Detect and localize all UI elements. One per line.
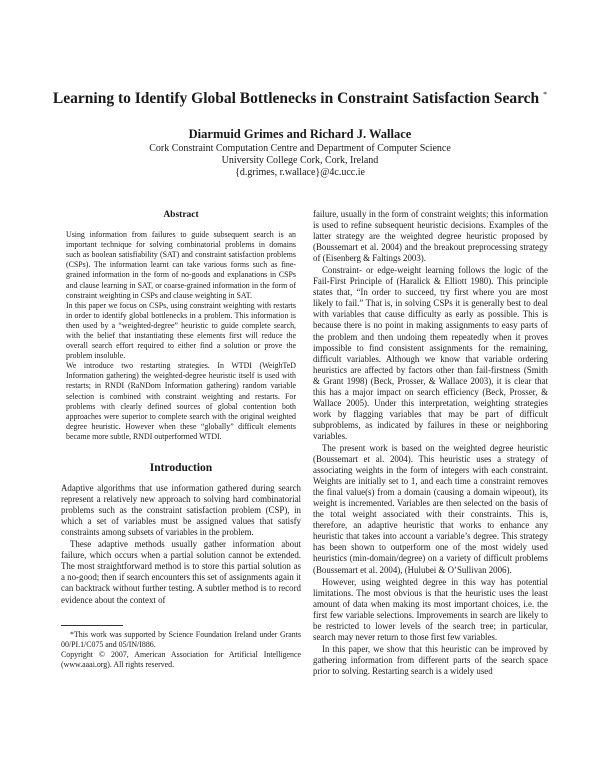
affiliation-block [40,143,560,179]
abstract-paragraph: We introduce two restarting strategies. In WTDI (WeighTeD Information gathering) the weighted-degree heuristic itself is used with restarts; in RNDI (RaNDom Information gathering) random variable selection is combined with constraint weighting and restarts. For problems with clearly defined sources of global contention both approaches were superior to complete search with the original weighted degree heuristic. However when these “globally” difficult elements became more subtle, RNDI outperformed WTDI. [66,361,296,441]
author-list: Diarmuid Grimes and Richard J. Wallace [188,127,412,141]
affiliation-line: Cork Constraint Computation Centre and Department of Computer Science [149,143,451,154]
title-text: Learning to Identify Global Bottlenecks in Constraint Satisfaction Search [52,90,540,108]
title-footnote-mark: * [543,90,548,99]
abstract-paragraph: In this paper we focus on CSPs, using constraint weighting with restarts in order to identify global bottlenecks in a problem. This information is then used by a “weighted-degree” heuristic to guide complete search, with the belief that instantiating these elements first will reduce the overall search effort required to either find a solution or prove the problem insoluble. [66,300,296,361]
body-paragraph: However, using weighted degree in this way has potential limitations. The most obvious is that the heuristic uses the least amount of data when making its most important choices, i.e. the first few variable selections. Improvements in search are likely to be restricted to lower levels of the search tree; in particular, search may never return to those first few variables. [313,576,548,642]
affiliation-line: University College Cork, Cork, Ireland [221,155,379,166]
right-column-body [313,209,548,677]
abstract-paragraph: Using information from failures to guide subsequent search is an important technique for solving combinatorial problems in domains such as boolean satisfiability (SAT) and constraint satisfaction problems (CSPs). The information learnt can take various forms such as fine-grained information in the form of no-goods and explanations in CSPs and clause learning in SAT, or coarse-grained information in the form of constraint weighting in CSPs and clause weighting in SAT. [66,230,296,300]
footnote [61,630,301,670]
body-paragraph: Constraint- or edge-weight learning follows the logic of the Fail-First Principle of (Haralick & Elliott 1980). This principle states that, “In order to succeed, try first where you are most likely to fail.” That is, in solving CSPs it is generally best to deal with variables that cause difficulty as early as possible. This is because there is no point in making assignments to easy parts of the problem and then undoing them repeatedly when it proves impossible to find consistent assignments for the remaining, difficult variables. Although we know that variable ordering heuristics are affected by factors other than fail-firstness (Smith & Grant 1998) (Beck, Prosser, & Wallace 2003), it is clear that this has a major impact on search efficiency (Beck, Prosser, & Wallace 2005). Under this interpretation, weighting strategies work by flagging variables that may be part of difficult subproblems, as indicated by failures in these or neighboring variables. [313,265,548,441]
body-paragraph: Adaptive algorithms that use information gathered during search represent a relatively new approach to solving hard combinatorial problems such as the constraint satisfaction problem (CSP), in which a set of variables must be assigned values that satisfy constraints among subsets of variables in the problem. [61,483,301,538]
right-column [313,209,548,678]
introduction-body [61,483,301,606]
copyright-note: Copyright © 2007, American Association for Artificial Intelligence (www.aaai.org). All rights reserved. [61,649,301,669]
body-paragraph: These adaptive methods usually gather information about failure, which occurs when a partial solution cannot be extended. The most straightforward method is to store this partial solution as a no-good; then if search encounters this set of assignments again it can backtrack without further testing. A subtler method is to record evidence about the context of [61,539,301,605]
footnote-rule [61,625,123,626]
funding-note: *This work was supported by Science Foundation Ireland under Grants 00/PI.1/C075 and 05/IN/I886. [61,629,301,649]
body-paragraph: In this paper, we show that this heuristic can be improved by gathering information from different parts of the search space prior to solving. Restarting search is a widely used [313,643,548,676]
abstract-heading: Abstract [163,210,199,220]
author-emails: {d.grimes, r.wallace}@4c.ucc.ie [235,167,365,178]
body-paragraph: The present work is based on the weighted degree heuristic (Boussemart et al. 2004). This heuristic uses a strategy of associating weights in the form of integers with each constraint. Weights are initially set to 1, and each time a constraint removes the final value(s) from a domain (causing a domain wipeout), its weight is incremented. Variables are then selected on the basis of the total weight associated with their constraints. This is, therefore, an adaptive heuristic that works to enhance any heuristic that takes into account a variable’s degree. This strategy has been shown to outperform one of the most widely used heuristics (min-domain/degree) on a variety of difficult problems (Boussemart et al. 2004), (Hulubei & O’Sullivan 2006). [313,442,548,575]
body-paragraph: failure, usually in the form of constraint weights; this information is used to refine subsequent heuristic decisions. Examples of the latter strategy are the weighted degree heuristic proposed by (Boussemart et al. 2004) and the breakout preprocessing strategy of (Eisenberg & Faltings 2003). [313,209,548,264]
introduction-heading: Introduction [149,462,213,475]
abstract [61,210,301,442]
paper-title [40,90,560,108]
left-column [61,210,301,670]
